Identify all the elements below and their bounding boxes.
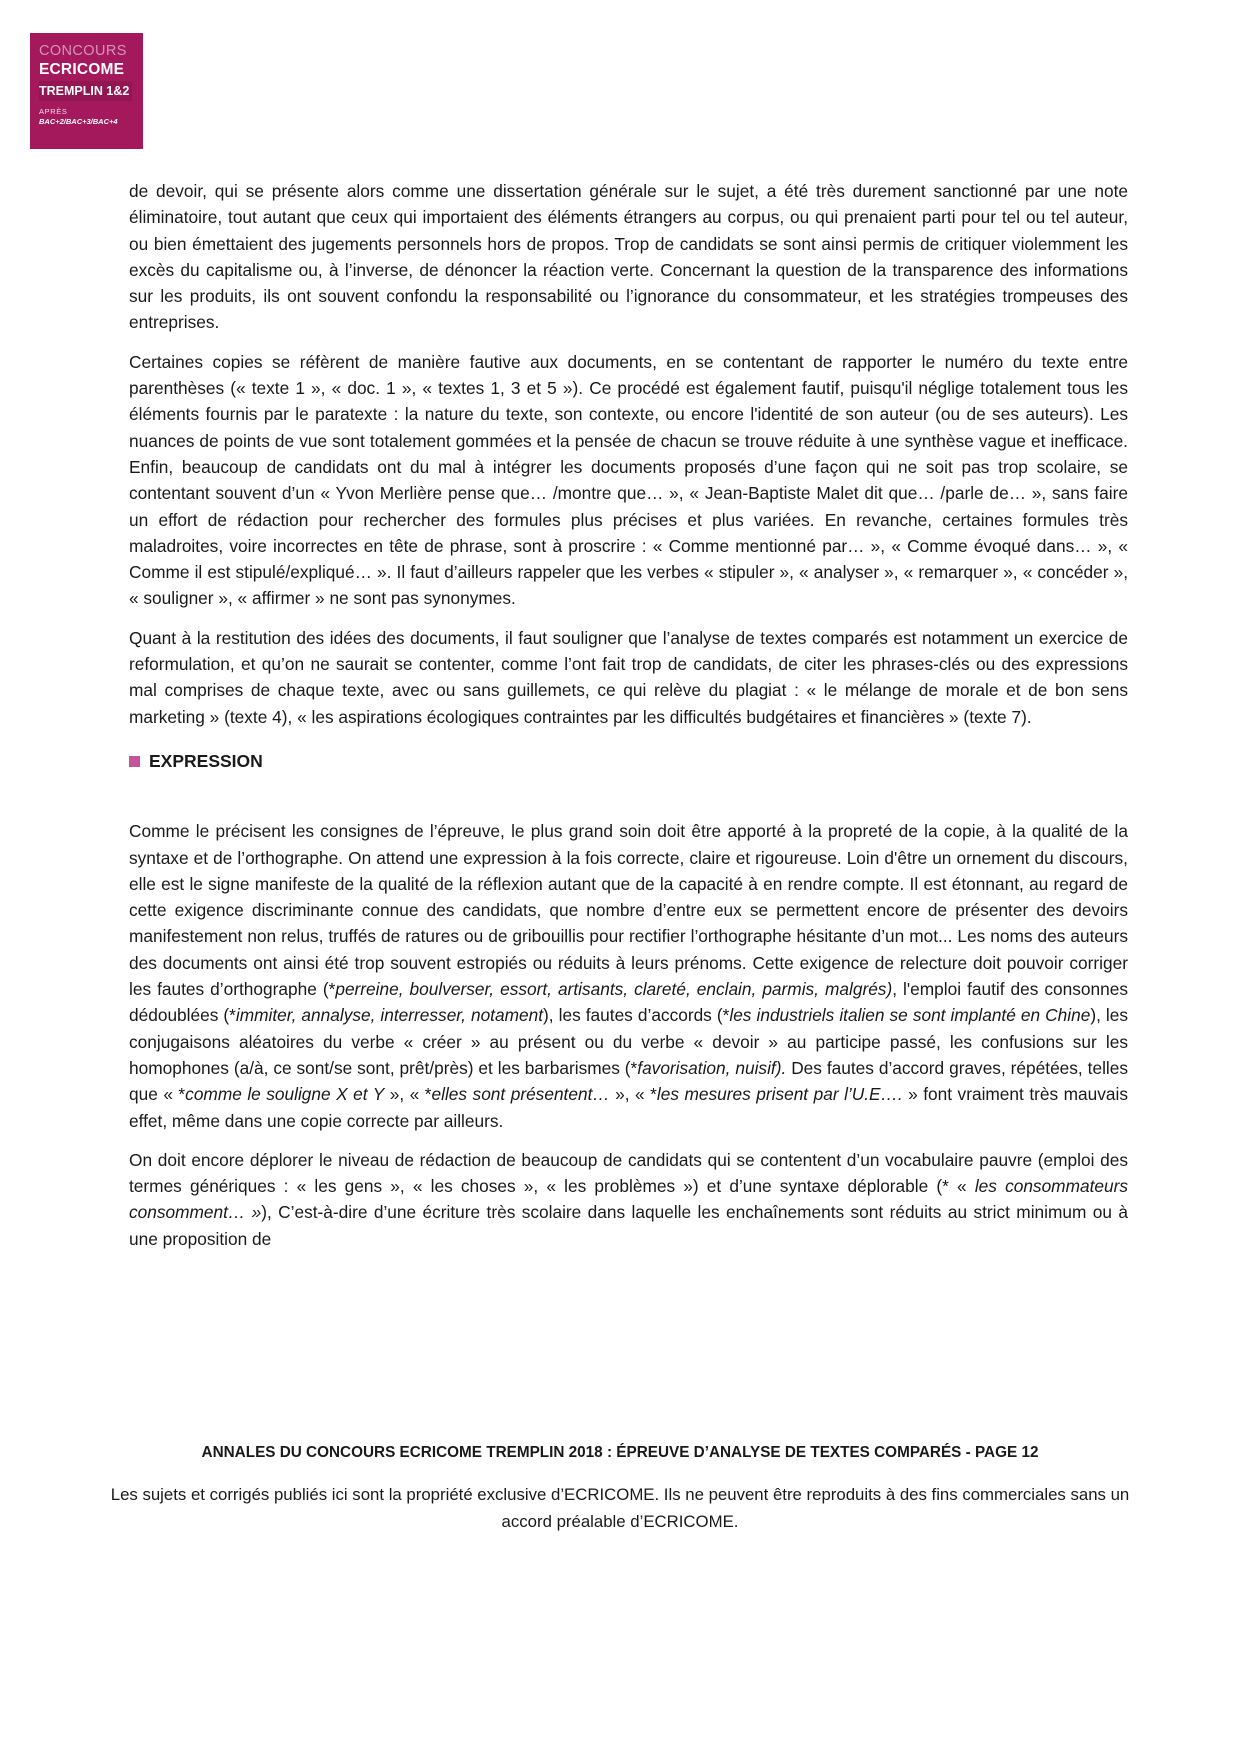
logo-text-concours: CONCOURS bbox=[39, 43, 127, 59]
section-heading bbox=[129, 748, 1128, 774]
footer-annales-line: ANNALES DU CONCOURS ECRICOME TREMPLIN 2018 : ÉPREUVE D’ANALYSE DE TEXTES COMPARÉS - PAGE 12 bbox=[201, 1444, 1039, 1461]
document-body bbox=[129, 178, 1128, 1265]
paragraph: de devoir, qui se présente alors comme une dissertation générale sur le sujet, a été très durement sanctionné par une note éliminatoire, tout autant que ceux qui importaient des éléments étrangers au corpus, ou qui prenaient parti pour tel ou tel auteur, ou bien émettaient des jugements personnels hors de propos. Trop de candidats se sont ainsi permis de critiquer violemment les excès du capitalisme ou, à l’inverse, de dénoncer la réaction verte. Concernant la question de la transparence des informations sur les produits, ils ont souvent confondu la responsabilité ou l’ignorance du consommateur, et les stratégies trompeuses des entreprises. bbox=[129, 181, 1128, 333]
logo-text-apres: APRÈS bbox=[39, 107, 68, 116]
logo-text-bac: BAC+2/BAC+3/BAC+4 bbox=[39, 117, 118, 126]
section-heading-label: EXPRESSION bbox=[149, 750, 263, 771]
paragraph: Comme le précisent les consignes de l’épreuve, le plus grand soin doit être apporté à la propreté de la copie, à la qualité de la syntaxe et de l’orthographe. On attend une expression à la fois correcte, claire et rigoureuse. Loin d'être un ornement du discours, elle est le signe manifeste de la qualité de la réflexion autant que de la capacité à en rendre compte. Il est étonnant, au regard de cette exigence discriminante connue des candidats, que nombre d’entre eux se permettent encore de présenter des devoirs manifestement non relus, truffés de ratures ou de gribouillis pour rectifier l’orthographe hésitante d’un mot... Les noms des auteurs des documents ont ainsi été trop souvent estropiés ou réduits à leurs prénoms. Cette exigence de relecture doit pouvoir corriger les fautes d’orthographe (*perreine, boulverser, essort, artisants, clareté, enclain, parmis, malgrés), l'emploi fautif des consonnes dédoublées (*immiter, annalyse, interresser, notament), les fautes d’accords (*les industriels italien se sont implanté en Chine), les conjugaisons aléatoires du verbe « créer » au présent ou du verbe « devoir » au participe passé, les confusions sur les homophones (a/à, ce sont/se sont, prêt/près) et les barbarismes (*favorisation, nuisif). Des fautes d’accord graves, répétées, telles que « *comme le souligne X et Y », « *elles sont présentent… », « *les mesures prisent par l’U.E…. » font vraiment très mauvais effet, même dans une copie correcte par ailleurs. bbox=[129, 821, 1129, 1131]
paragraph: On doit encore déplorer le niveau de rédaction de beaucoup de candidats qui se contentent d’un vocabulaire pauvre (emploi des termes génériques : « les gens », « les choses », « les problèmes ») et d’une syntaxe déplorable (* « les consommateurs consomment… »), C’est-à-dire d’une écriture très scolaire dans laquelle les enchaînements sont réduits au strict minimum ou à une proposition de bbox=[129, 1149, 1129, 1249]
paragraph: Quant à la restitution des idées des documents, il faut souligner que l’analyse de textes comparés est notamment un exercice de reformulation, et qu’on ne saurait se contenter, comme l’ont fait trop de candidats, de citer les phrases-clés ou des expressions mal comprises de chaque texte, avec ou sans guillemets, ce qui relève du plagiat : « le mélange de morale et de bon sens marketing » (texte 4), « les aspirations écologiques contraintes par les difficultés budgétaires et financières » (texte 7). bbox=[129, 627, 1128, 727]
paragraph: Certaines copies se réfèrent de manière fautive aux documents, en se contentant de rapporter le numéro du texte entre parenthèses (« texte 1 », « doc. 1 », « textes 1, 3 et 5 »). Ce procédé est également fautif, puisqu'il néglige totalement tous les éléments fournis par le paratexte : la nature du texte, son contexte, ou encore l'identité de son auteur (ou de ses auteurs). Les nuances de points de vue sont totalement gommées et la pensée de chacun se trouve réduite à une synthèse vague et inefficace. Enfin, beaucoup de candidats ont du mal à intégrer les documents proposés d’une façon qui ne soit pas trop scolaire, se contentant souvent d’un « Yvon Merlière pense que… /montre que… », « Jean-Baptiste Malet dit que… /parle de… », sans faire un effort de rédaction pour rechercher des formules plus précises et plus variées. En revanche, certaines formules très maladroites, voire incorrectes en tête de phrase, sont à proscrire : « Comme mentionné par… », « Comme évoqué dans… », « Comme il est stipulé/expliqué… ». Il faut d’ailleurs rappeler que les verbes « stipuler », « analyser », « remarquer », « concéder », « souligner », « affirmer » ne sont pas synonymes. bbox=[129, 351, 1128, 609]
logo-text-tremplin: TREMPLIN 1&2 bbox=[39, 81, 132, 101]
ecricome-logo bbox=[30, 33, 143, 149]
footer-copyright-note: Les sujets et corrigés publiés ici sont la propriété exclusive d’ECRICOME. Ils ne peuvent être reproduits à des fins commerciales sans un accord préalable d’ECRICOME. bbox=[110, 1485, 1130, 1531]
heading-bullet-icon bbox=[129, 756, 140, 767]
logo-text-ecricome: ECRICOME bbox=[39, 61, 125, 78]
